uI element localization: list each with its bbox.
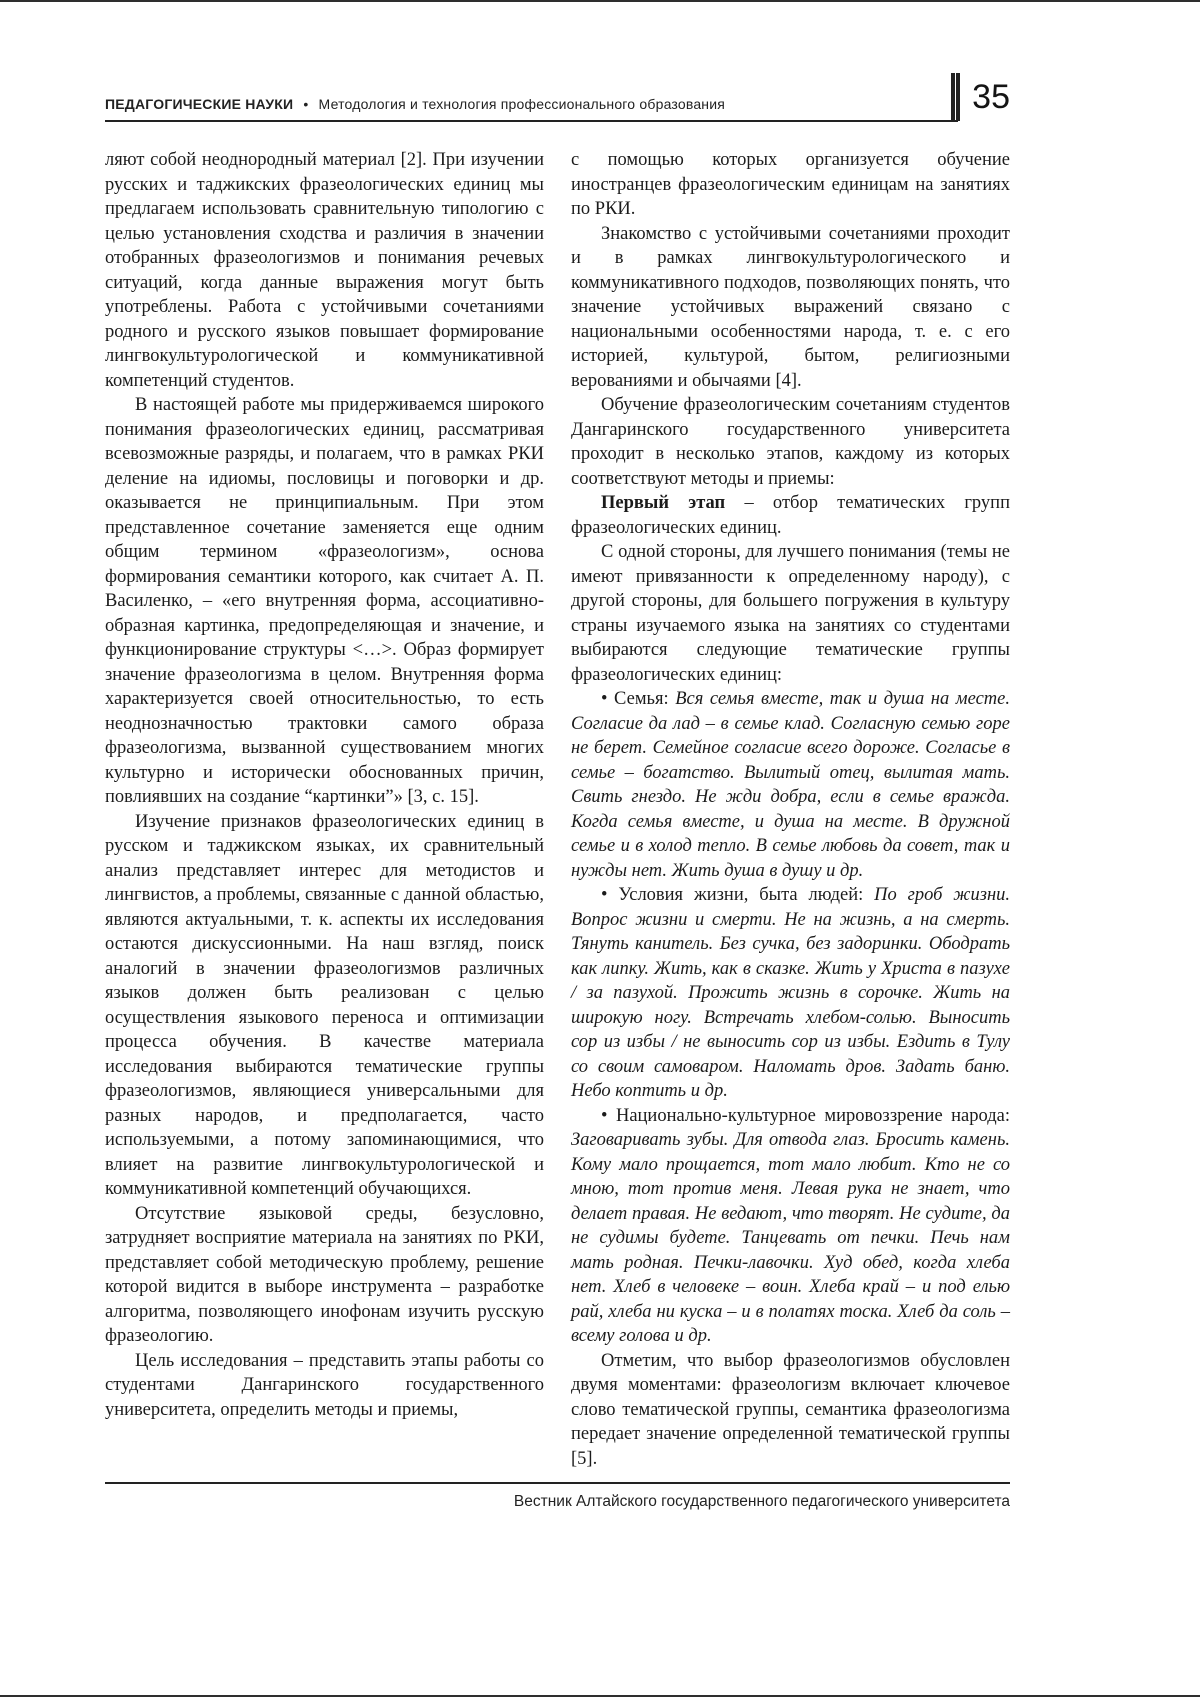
text-segment: – отбор тематических групп фразеологических единиц. <box>571 493 1010 538</box>
paragraph <box>571 393 1010 491</box>
page-footer <box>105 1482 1010 1511</box>
paragraph <box>105 393 544 810</box>
text-segment: с помощью которых организуется обучение иностранцев фразеологическим единицам на занятиях по РКИ. <box>571 150 1010 219</box>
journal-name: Вестник Алтайского государственного педагогического университета <box>513 1493 1010 1510</box>
text-segment: По гроб жизни. Вопрос жизни и смерти. Не на жизнь, а на смерть. Тянуть канитель. Без сучка, без задоринки. Ободрать как липку. Жить, как в сказке. Жить у Христа в пазухе / за пазухой. Прожить жизнь в сорочке. Жить на широкую ногу. Встречать хлебом-солью. Выносить сор из избы / не выносить сор из избы. Ездить в Тулу со своим самоваром. Наломать дров. Задать баню. Небо коптить и др. <box>571 885 1010 1101</box>
paragraph <box>571 491 1010 540</box>
running-head <box>105 96 725 112</box>
header-rule <box>105 120 958 122</box>
paragraph <box>105 148 544 393</box>
text-segment: Знакомство с устойчивыми сочетаниями проходит и в рамках лингвокультурологического и коммуникативного подходов, позволяющих понять, что значение устойчивых выражений связано с национальными особенностями народа, т. е. с его историей, культурой, бытом, религиозными верованиями и обычаями [4]. <box>571 223 1010 391</box>
bullet-paragraph <box>571 883 1010 1104</box>
page-header <box>105 80 1010 122</box>
text-segment: Изучение признаков фразеологических единиц в русском и таджикском языках, их сравнительный анализ представляет интерес для методистов и лингвистов, а проблемы, связанные с данной областью, являются актуальными, т. к. аспекты их исследования остаются дискуссионными. На наш взгляд, поиск аналогий в значении фразеологизмов различных языков должен быть реализован с целью осуществления языкового переноса и оптимизации процесса обучения. В качестве материала исследования выбираются тематические группы фразеологизмов, являющиеся универсальными для разных народов, и предполагается, часто используемыми, а потому запоминающимися, что влияет на развитие лингвокультурологической и коммуникативной компетенций обучающихся. <box>105 811 544 1199</box>
text-segment: Первый этап <box>601 493 726 513</box>
article-body <box>105 148 1010 1471</box>
text-segment: Вся семья вместе, так и душа на месте. Согласие да лад – в семье клад. Согласную семью горе не берет. Семейное согласие всего дороже. Согласье в семье – богатство. Вылитый отец, вылитая мать. Свить гнездо. Не жди добра, если в семье вражда. Когда семья вместе, и душа на месте. В дружной семье и в холод тепло. В семье любовь да совет, так и нужды нет. Жить душа в душу и др. <box>571 689 1010 881</box>
header-separator: • <box>303 96 309 112</box>
text-segment: • Семья: <box>601 689 676 709</box>
text-segment: Обучение фразеологическим сочетаниям студентов Дангаринского государственного университета проходит в несколько этапов, каждому из которых соответствуют методы и приемы: <box>571 395 1010 489</box>
bullet-paragraph <box>571 1104 1010 1349</box>
paragraph <box>105 1202 544 1349</box>
paragraph <box>571 540 1010 687</box>
text-segment: В настоящей работе мы придерживаемся широкого понимания фразеологических единиц, рассматривая всевозможные разряды, и полагаем, что в рамках РКИ деление на идиомы, пословицы и поговорки и др. оказывается не принципиальным. При этом представленное сочетание заменяется еще одним общим термином «фразеологизм», основа формирования семантики которого, как считает А. П. Василенко, – «его внутренняя форма, ассоциативно-образная картинка, предопределяющая и значение, и функционирование структуры <…>. Образ формирует значение фразеологизма в целом. Внутренняя форма характеризуется своей относительностью, то есть неоднозначностью трактовки самого образа фразеологизма, вызванной существованием многих культурно и исторически обоснованных причин, повлиявших на создание “картинки”» [3, с. 15]. <box>105 395 544 807</box>
text-segment: • Национально-культурное мировоззрение народа: <box>601 1105 1010 1126</box>
bullet-paragraph <box>571 687 1010 883</box>
text-segment: Заговаривать зубы. Для отвода глаз. Бросить камень. Кому мало прощается, тот мало любит. Кто не со мною, тот против меня. Левая рука не знает, что делает правая. Не ведают, что творят. Не судите, да не судимы будете. Танцевать от печки. Печь нам мать родная. Печки-лавочки. Худ обед, когда хлеба нет. Хлеб в человеке – воин. Хлеба край – и под елью рай, хлеба ни куска – и в полатях тоска. Хлеб да соль – всему голова и др. <box>571 1130 1010 1346</box>
paragraph <box>571 1349 1010 1472</box>
text-segment: • Условия жизни, быта людей: <box>601 885 875 905</box>
double-bar-icon <box>951 73 960 121</box>
paragraph <box>105 1349 544 1423</box>
text-segment: Отсутствие языковой среды, безусловно, затрудняет восприятие материала на занятиях по РКИ, представляет собой методическую проблему, решение которой видится в выборе инструмента – разработке алгоритма, позволяющего инофонам изучить русскую фразеологию. <box>105 1203 544 1346</box>
page-number-block <box>951 70 1010 124</box>
header-subtitle: Методология и технология профессионального образования <box>318 96 726 112</box>
text-segment: Отметим, что выбор фразеологизмов обусловлен двумя моментами: фразеологизм включает ключевое слово тематической группы, семантика фразеологизма передает значение определенной тематической группы [5]. <box>571 1350 1010 1469</box>
text-segment: С одной стороны, для лучшего понимания (темы не имеют привязанности к определенному народу), с другой стороны, для большего погружения в культуру страны изучаемого языка на занятиях со студентами выбираются следующие тематические группы фразеологических единиц: <box>571 542 1010 685</box>
text-segment: ляют собой неоднородный материал [2]. При изучении русских и таджикских фразеологических единиц мы предлагаем использовать сравнительную типологию с целью установления сходства и различия в значении отобранных фразеологизмов и понимания речевых ситуаций, когда данные выражения могут быть употреблены. Работа с устойчивыми сочетаниями родного и русского языков повышает формирование лингвокультурологической и коммуникативной компетенций студентов. <box>105 150 544 391</box>
left-column <box>105 148 544 1471</box>
paragraph <box>571 148 1010 222</box>
paragraph <box>105 810 544 1202</box>
paragraph <box>571 222 1010 394</box>
section-title: ПЕДАГОГИЧЕСКИЕ НАУКИ <box>105 96 294 112</box>
page-number: 35 <box>972 78 1010 116</box>
right-column <box>571 148 1010 1471</box>
text-segment: Цель исследования – представить этапы работы со студентами Дангаринского государственного университета, определить методы и приемы, <box>105 1350 544 1420</box>
